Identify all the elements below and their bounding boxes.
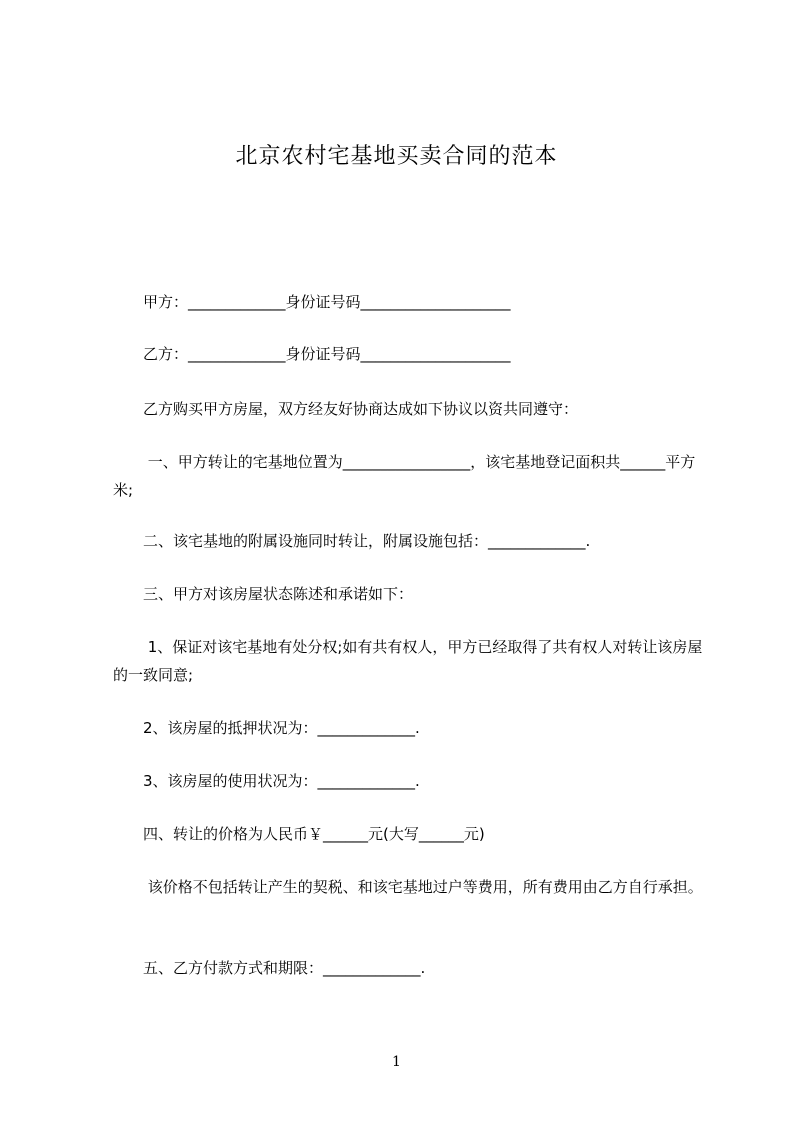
party-a-line: 甲方：_____________身份证号码____________________	[113, 293, 511, 311]
clause-2-paragraph: 二、该宅基地的附属设施同时转让，附属设施包括：_____________.	[113, 532, 591, 550]
document-title: 北京农村宅基地买卖合同的范本	[235, 144, 558, 169]
intro-paragraph: 乙方购买甲方房屋，双方经友好协商达成如下协议以资共同遵守：	[113, 400, 579, 418]
page-number: 1	[392, 1054, 401, 1070]
clause-3-paragraph: 三、甲方对该房屋状态陈述和承诺如下：	[113, 585, 414, 603]
clause-3-item-3: 3、该房屋的使用状况为：_____________.	[113, 772, 420, 790]
clause-3-item-1: 1、保证对该宅基地有处分权;如有共有权人，甲方已经取得了共有权人对转让该房屋的一致同意;	[113, 638, 703, 684]
clause-3-item-2: 2、该房屋的抵押状况为：_____________.	[113, 719, 420, 737]
clause-4-paragraph: 四、转让的价格为人民币￥______元(大写______元)	[113, 825, 485, 843]
clause-5-paragraph: 五、乙方付款方式和期限：_____________.	[113, 959, 426, 977]
party-b-line: 乙方：_____________身份证号码____________________	[113, 345, 511, 363]
clause-4-note: 该价格不包括转让产生的契税、和该宅基地过户等费用，所有费用由乙方自行承担。	[113, 878, 703, 896]
clause-1-paragraph: 一、甲方转让的宅基地位置为_________________，该宅基地登记面积共______平方米;	[113, 453, 696, 499]
